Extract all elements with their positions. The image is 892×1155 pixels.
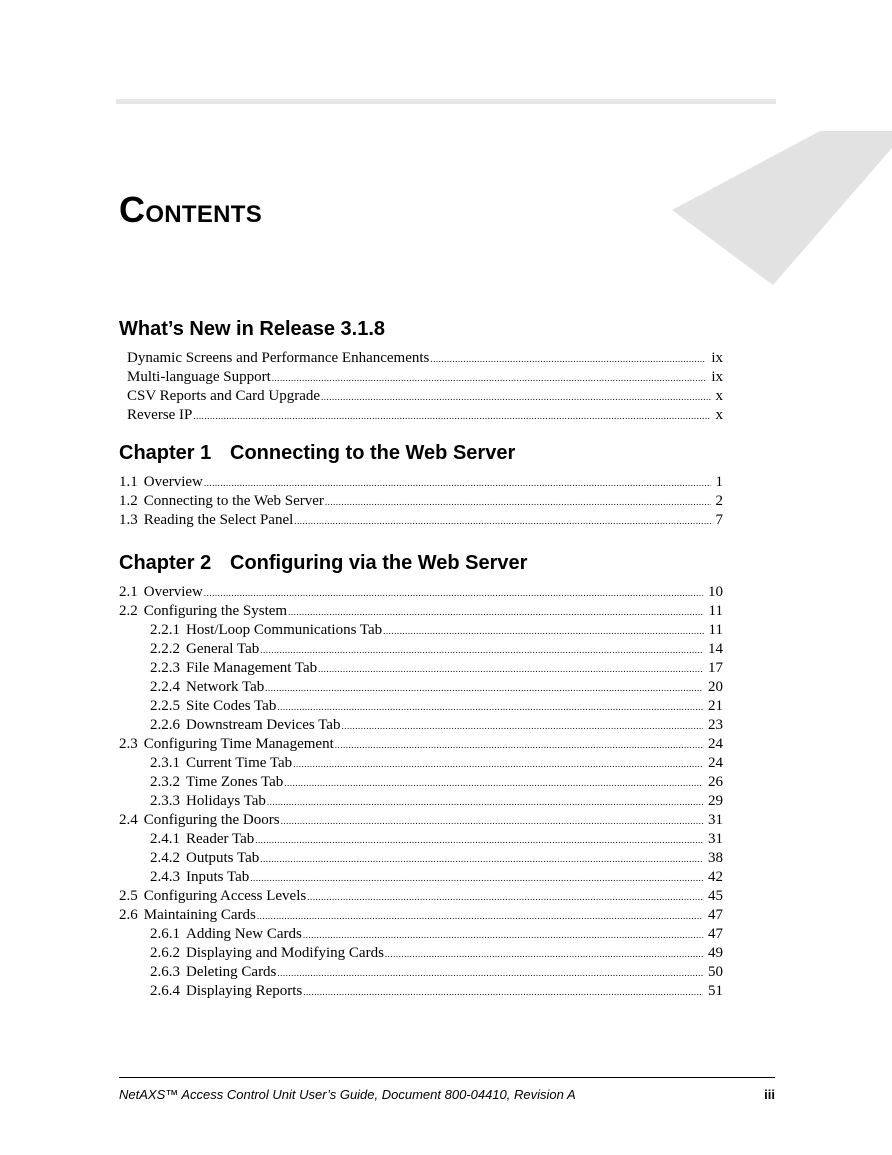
toc-entry[interactable] — [119, 583, 723, 602]
chapter-title: Connecting to the Web Server — [230, 442, 516, 464]
entry-number: 2.4.1 — [150, 831, 180, 847]
dot-leader — [321, 388, 710, 407]
entry-number: 1.1 — [119, 474, 138, 490]
toc-entry[interactable] — [119, 773, 723, 792]
toc-entry[interactable] — [119, 678, 723, 697]
entry-number: 2.6 — [119, 907, 138, 923]
entry-label: Connecting to the Web Server — [143, 493, 324, 509]
dot-leader — [307, 888, 703, 907]
entry-number: 2.2.4 — [150, 679, 180, 695]
section-whats-new — [119, 316, 723, 425]
entry-label: Configuring Time Management — [143, 736, 334, 752]
entry-label: Site Codes Tab — [186, 698, 277, 714]
dot-leader — [303, 983, 703, 1002]
corner-decoration — [0, 0, 892, 300]
entry-label: Overview — [143, 584, 203, 600]
toc-entry[interactable] — [119, 792, 723, 811]
entry-label: Reverse IP — [127, 407, 193, 423]
entry-page: 49 — [708, 945, 723, 961]
dot-leader — [303, 926, 703, 945]
entry-number: 2.6.2 — [150, 945, 180, 961]
toc-entry[interactable] — [119, 868, 723, 887]
entry-label: Outputs Tab — [186, 850, 260, 866]
toc-entry[interactable] — [119, 754, 723, 773]
toc-entry[interactable] — [119, 492, 723, 511]
entry-number: 2.3.2 — [150, 774, 180, 790]
toc-entry[interactable] — [119, 925, 723, 944]
toc-entry[interactable] — [119, 963, 723, 982]
toc-entry[interactable] — [119, 906, 723, 925]
chapter-heading — [119, 440, 723, 466]
toc-entry[interactable] — [119, 697, 723, 716]
entry-label: Displaying Reports — [186, 983, 303, 999]
toc-list — [119, 583, 723, 1001]
entry-number: 2.3.1 — [150, 755, 180, 771]
entry-label: Host/Loop Communications Tab — [186, 622, 383, 638]
entry-number: 2.4 — [119, 812, 138, 828]
dot-leader — [250, 869, 703, 888]
entry-number: 2.5 — [119, 888, 138, 904]
toc-entry[interactable] — [119, 716, 723, 735]
entry-number: 2.1 — [119, 584, 138, 600]
entry-page: x — [715, 388, 723, 404]
entry-label: Inputs Tab — [186, 869, 250, 885]
toc-entry[interactable] — [119, 368, 723, 387]
entry-page: 26 — [708, 774, 723, 790]
dot-leader — [335, 736, 703, 755]
toc-entry[interactable] — [119, 473, 723, 492]
entry-page: ix — [711, 369, 723, 385]
footer-page-number: iii — [764, 1087, 775, 1102]
toc-entry[interactable] — [119, 511, 723, 530]
dot-leader — [288, 603, 703, 622]
toc-entry[interactable] — [119, 944, 723, 963]
dot-leader — [430, 350, 706, 369]
dot-leader — [193, 407, 710, 426]
chapter-label: Chapter 1 — [119, 442, 212, 464]
entry-page: 31 — [708, 831, 723, 847]
entry-number: 2.4.2 — [150, 850, 180, 866]
entry-label: Multi-language Support — [127, 369, 271, 385]
entry-label: Holidays Tab — [186, 793, 266, 809]
dot-leader — [325, 493, 711, 512]
entry-number: 2.2.5 — [150, 698, 180, 714]
dot-leader — [277, 698, 703, 717]
entry-page: 11 — [708, 622, 723, 638]
entry-number: 1.3 — [119, 512, 138, 528]
entry-page: ix — [711, 350, 723, 366]
dot-leader — [284, 774, 703, 793]
chapter-label: Chapter 2 — [119, 552, 212, 574]
toc-entry[interactable] — [119, 349, 723, 368]
entry-page: 47 — [708, 926, 723, 942]
entry-number: 2.2.1 — [150, 622, 180, 638]
entry-number: 2.2.6 — [150, 717, 180, 733]
entry-label: File Management Tab — [186, 660, 318, 676]
dot-leader — [385, 945, 703, 964]
entry-page: 7 — [715, 512, 723, 528]
chapter-title: Configuring via the Web Server — [230, 552, 528, 574]
dot-leader — [294, 512, 710, 531]
entry-page: 45 — [708, 888, 723, 904]
entry-page: 10 — [708, 584, 723, 600]
entry-page: 31 — [708, 812, 723, 828]
dot-leader — [341, 717, 703, 736]
entry-label: Deleting Cards — [186, 964, 277, 980]
dot-leader — [272, 369, 707, 388]
entry-page: 50 — [708, 964, 723, 980]
chapter-heading — [119, 550, 723, 576]
section-chapter-2 — [119, 550, 723, 1001]
entry-label: Adding New Cards — [186, 926, 302, 942]
toc-entry[interactable] — [119, 811, 723, 830]
dot-leader — [281, 812, 703, 831]
toc-entry[interactable] — [119, 406, 723, 425]
entry-label: Dynamic Screens and Performance Enhancements — [127, 350, 430, 366]
entry-page: 11 — [708, 603, 723, 619]
dot-leader — [204, 584, 703, 603]
entry-label: Maintaining Cards — [143, 907, 256, 923]
entry-label: Displaying and Modifying Cards — [186, 945, 384, 961]
entry-page: 24 — [708, 755, 723, 771]
entry-page: 2 — [715, 493, 723, 509]
entry-page: 17 — [708, 660, 723, 676]
toc-entry[interactable] — [119, 887, 723, 906]
entry-number: 2.6.4 — [150, 983, 180, 999]
entry-label: Downstream Devices Tab — [186, 717, 341, 733]
entry-number: 2.3 — [119, 736, 138, 752]
entry-label: Configuring Access Levels — [143, 888, 307, 904]
toc-entry[interactable] — [119, 735, 723, 754]
entry-page: 51 — [708, 983, 723, 999]
entry-number: 2.4.3 — [150, 869, 180, 885]
entry-label: Reader Tab — [186, 831, 255, 847]
entry-label: Configuring the System — [143, 603, 288, 619]
toc-entry[interactable] — [119, 659, 723, 678]
dot-leader — [260, 641, 703, 660]
entry-page: 23 — [708, 717, 723, 733]
dot-leader — [277, 964, 703, 983]
toc-entry[interactable] — [119, 640, 723, 659]
entry-page: 42 — [708, 869, 723, 885]
dot-leader — [383, 622, 703, 641]
section-heading: What’s New in Release 3.1.8 — [119, 318, 386, 340]
toc-entry[interactable] — [119, 982, 723, 1001]
toc-list — [119, 349, 723, 425]
dot-leader — [293, 755, 703, 774]
toc-entry[interactable] — [119, 387, 723, 406]
dot-leader — [267, 793, 703, 812]
entry-label: Configuring the Doors — [143, 812, 280, 828]
page-title: CONTENTS — [119, 189, 263, 230]
footer-document-title: NetAXS™ Access Control Unit User’s Guide, Document 800-04410, Revision A — [119, 1087, 576, 1102]
entry-page: x — [715, 407, 723, 423]
dot-leader — [257, 907, 703, 926]
entry-page: 1 — [715, 474, 723, 490]
entry-number: 2.6.1 — [150, 926, 180, 942]
entry-page: 29 — [708, 793, 723, 809]
dot-leader — [265, 679, 703, 698]
entry-page: 21 — [708, 698, 723, 714]
entry-label: General Tab — [186, 641, 260, 657]
toc-entry[interactable] — [119, 849, 723, 868]
entry-label: Current Time Tab — [186, 755, 293, 771]
entry-page: 20 — [708, 679, 723, 695]
entry-number: 2.3.3 — [150, 793, 180, 809]
entry-number: 1.2 — [119, 493, 138, 509]
entry-number: 2.2.3 — [150, 660, 180, 676]
entry-page: 24 — [708, 736, 723, 752]
entry-label: Time Zones Tab — [186, 774, 284, 790]
entry-label: Reading the Select Panel — [143, 512, 294, 528]
dot-leader — [255, 831, 703, 850]
entry-number: 2.6.3 — [150, 964, 180, 980]
entry-label: Overview — [143, 474, 203, 490]
entry-page: 47 — [708, 907, 723, 923]
entry-label: CSV Reports and Card Upgrade — [127, 388, 321, 404]
entry-page: 38 — [708, 850, 723, 866]
dot-leader — [204, 474, 711, 493]
entry-label: Network Tab — [186, 679, 265, 695]
footer-rule — [119, 1077, 775, 1078]
dot-leader — [260, 850, 703, 869]
toc-list — [119, 473, 723, 530]
entry-number: 2.2.2 — [150, 641, 180, 657]
toc-entry[interactable] — [119, 602, 723, 621]
section-chapter-1 — [119, 440, 723, 530]
toc-entry[interactable] — [119, 621, 723, 640]
entry-number: 2.2 — [119, 603, 138, 619]
entry-page: 14 — [708, 641, 723, 657]
dot-leader — [318, 660, 703, 679]
toc-entry[interactable] — [119, 830, 723, 849]
